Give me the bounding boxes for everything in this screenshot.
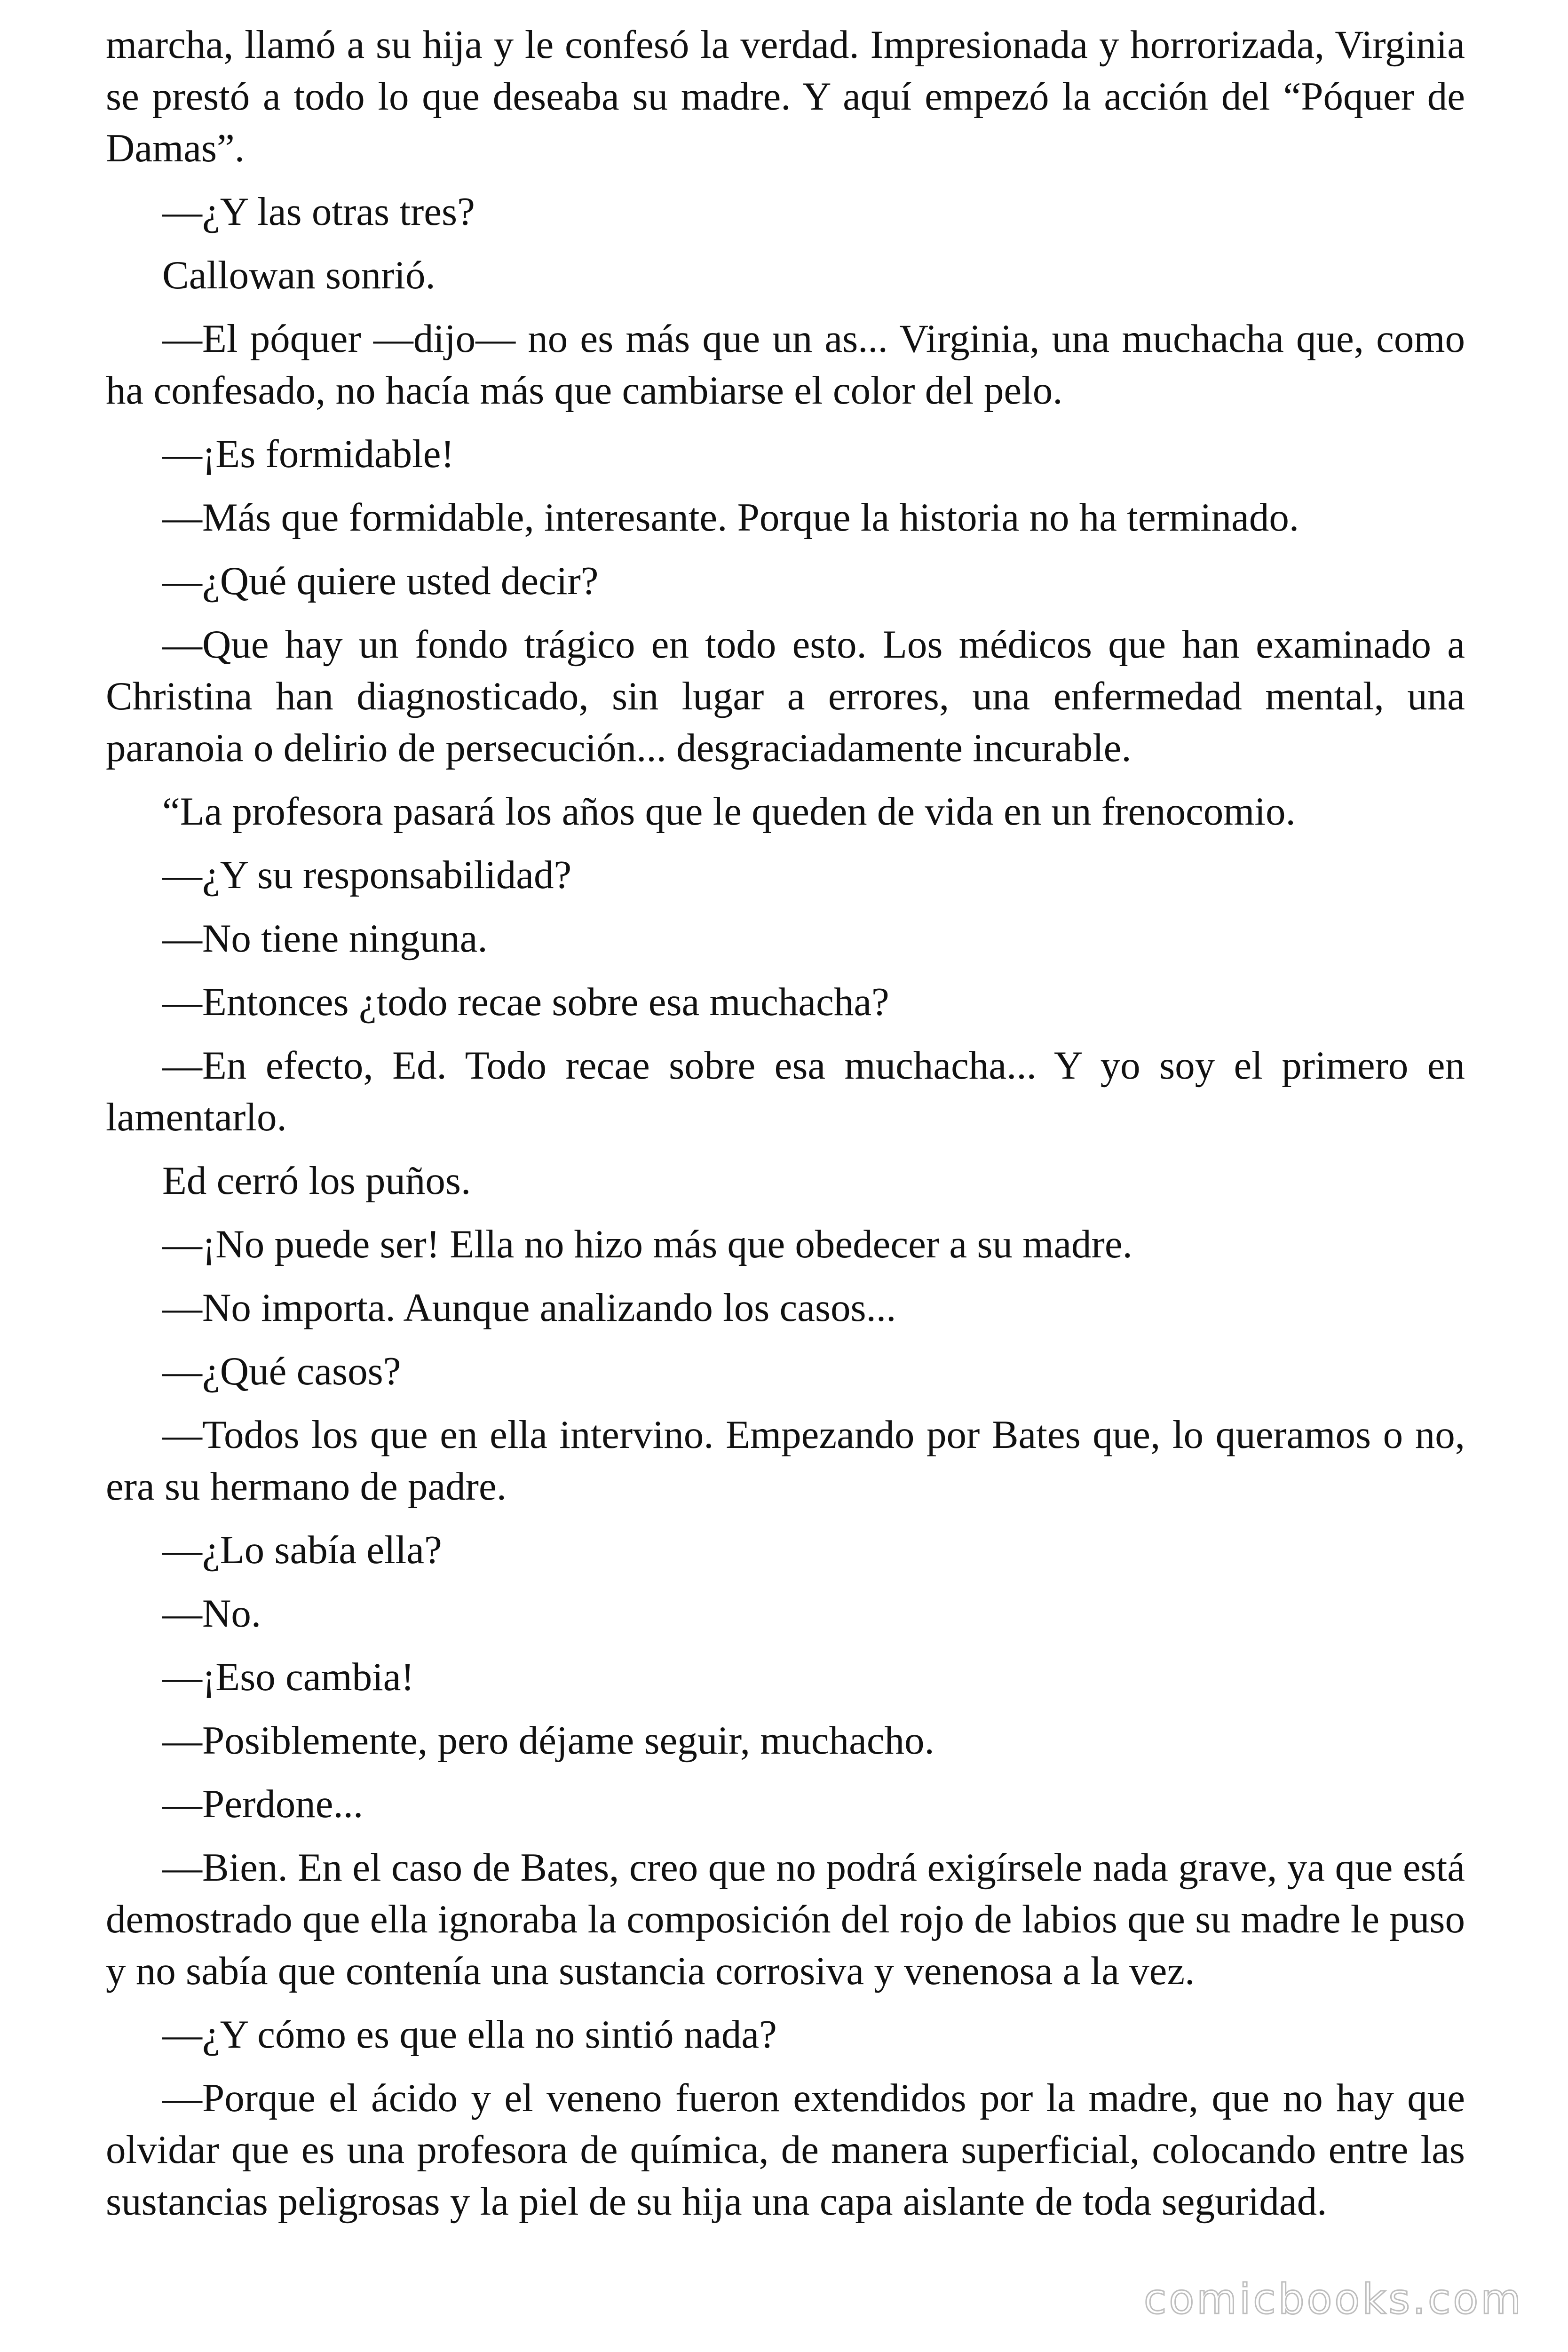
paragraph: —No importa. Aunque analizando los casos... xyxy=(162,1286,896,1330)
paragraph: —Todos los que en ella intervino. Empezando por Bates que, lo queramos o no, era su hermano de padre. xyxy=(106,1413,1465,1509)
paragraph: —No tiene ninguna. xyxy=(162,916,488,961)
paragraph: —El póquer —dijo— no es más que un as... Virginia, una muchacha que, como ha confesado, no hacía más que cambiarse el color del pelo. xyxy=(106,317,1465,413)
paragraph: —Posiblemente, pero déjame seguir, muchacho. xyxy=(162,1718,934,1763)
text-column xyxy=(106,19,1465,2239)
watermark: comicbooks.com xyxy=(1143,2275,1523,2323)
paragraph: —Más que formidable, interesante. Porque la historia no ha terminado. xyxy=(162,495,1299,540)
paragraph: —Bien. En el caso de Bates, creo que no podrá exigírsele nada grave, ya que está demostrado que ella ignoraba la composición del rojo de labios que su madre le puso y no sabía que contenía una sustancia corrosiva y venenosa a la vez. xyxy=(106,1845,1465,1993)
paragraph-continuation: marcha, llamó a su hija y le confesó la verdad. Impresionada y horrorizada, Virginia se prestó a todo lo que deseaba su madre. Y aquí empezó la acción del “Póquer de Damas”. xyxy=(106,23,1465,170)
paragraph: —En efecto, Ed. Todo recae sobre esa muchacha... Y yo soy el primero en lamentarlo. xyxy=(106,1043,1465,1139)
paragraph: —¿Lo sabía ella? xyxy=(162,1528,442,1572)
paragraph: “La profesora pasará los años que le queden de vida en un frenocomio. xyxy=(162,789,1296,834)
paragraph: —¡Es formidable! xyxy=(162,432,454,476)
paragraph: —Perdone... xyxy=(162,1782,364,1826)
paragraph: —¡Eso cambia! xyxy=(162,1655,414,1699)
paragraph: Ed cerró los puños. xyxy=(162,1159,471,1203)
paragraph: —Entonces ¿todo recae sobre esa muchacha? xyxy=(162,980,889,1024)
paragraph: —¡No puede ser! Ella no hizo más que obedecer a su madre. xyxy=(162,1222,1132,1266)
paragraph: —¿Y las otras tres? xyxy=(162,190,475,234)
paragraph: —¿Y cómo es que ella no sintió nada? xyxy=(162,2012,777,2057)
paragraph: —Que hay un fondo trágico en todo esto. Los médicos que han examinado a Christina han diagnosticado, sin lugar a errores, una enfermedad mental, una paranoia o delirio de persecución... desgraciadamente incurable. xyxy=(106,622,1465,770)
paragraph: Callowan sonrió. xyxy=(162,253,436,297)
paragraph: —Porque el ácido y el veneno fueron extendidos por la madre, que no hay que olvidar que es una profesora de química, de manera superficial, colocando entre las sustancias peligrosas y la piel de su hija una capa aislante de toda seguridad. xyxy=(106,2076,1465,2224)
paragraph: —¿Qué casos? xyxy=(162,1349,401,1393)
paragraph: —¿Qué quiere usted decir? xyxy=(162,559,599,603)
paragraph: —¿Y su responsabilidad? xyxy=(162,853,572,897)
paragraph: —No. xyxy=(162,1591,261,1636)
